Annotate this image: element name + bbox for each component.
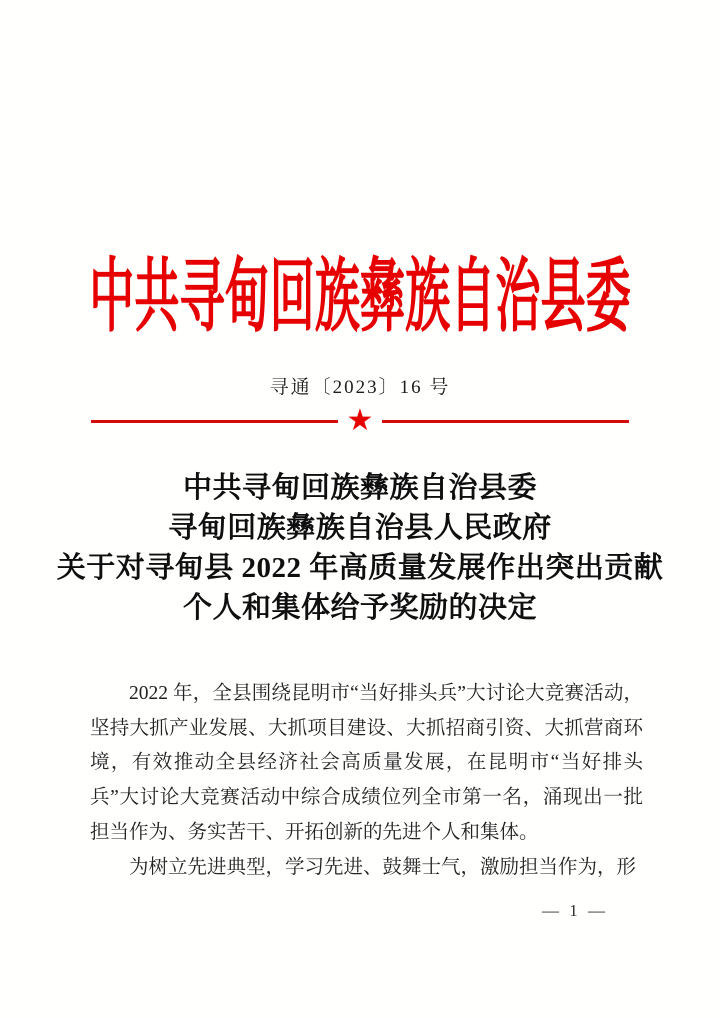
document-body bbox=[90, 677, 643, 885]
divider-line-right bbox=[382, 420, 629, 423]
document-title bbox=[45, 468, 675, 628]
title-line-4: 个人和集体给予奖励的决定 bbox=[182, 592, 537, 624]
title-line-1: 中共寻甸回族彝族自治县委 bbox=[182, 472, 537, 504]
title-line-2: 寻甸回族彝族自治县人民政府 bbox=[168, 512, 552, 544]
red-divider bbox=[91, 406, 629, 436]
red-header-banner bbox=[0, 236, 720, 344]
document-reference-number: 寻通〔2023〕16 号 bbox=[269, 377, 451, 398]
title-line-3: 关于对寻甸县 2022 年高质量发展作出突出贡献 bbox=[56, 552, 664, 584]
star-icon: ★ bbox=[346, 404, 374, 437]
body-paragraph-2: 为树立先进典型，学习先进、鼓舞士气，激励担当作为，形 bbox=[129, 856, 637, 878]
page-number: — 1 — bbox=[542, 901, 608, 920]
divider-line-left bbox=[91, 420, 338, 423]
issuer-name: 中共寻甸回族彝族自治县委 bbox=[89, 253, 631, 343]
body-paragraph-1: 2022 年，全县围绕昆明市“当好排头兵”大讨论大竞赛活动，坚持大抓产业发展、大抓项目建设、大抓招商引资、大抓营商环境，有效推动全县经济社会高质量发展，在昆明市“当好排头兵”大讨论大竞赛活动中综合成绩位列全市第一名，涌现出一批担当作为、务实苦干、开拓创新的先进个人和集体。 bbox=[90, 683, 643, 843]
